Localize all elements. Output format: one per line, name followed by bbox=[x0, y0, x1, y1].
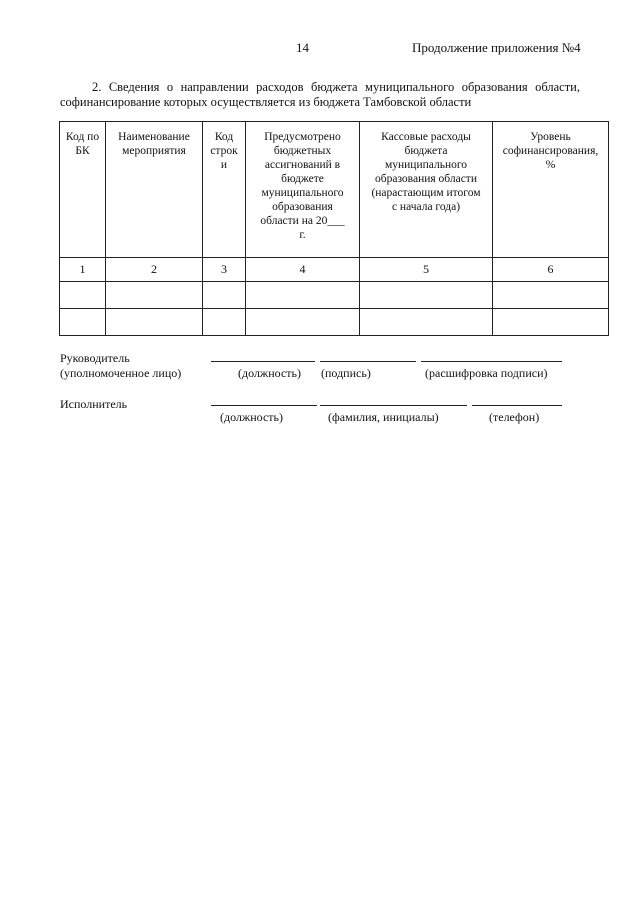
exec-position-line[interactable] bbox=[211, 405, 317, 406]
exec-phone-line[interactable] bbox=[472, 405, 562, 406]
column-number: 1 bbox=[60, 258, 106, 282]
table-cell[interactable] bbox=[106, 309, 203, 336]
head-position-line[interactable] bbox=[211, 361, 315, 362]
table-cell[interactable] bbox=[203, 282, 246, 309]
col-header-cash-expenses: Кассовые расходы бюджета муниципального образования области (нарастающим итогом с начала года) bbox=[360, 122, 493, 258]
col-header-bk-code: Код по БК bbox=[60, 122, 106, 258]
table-row bbox=[60, 282, 609, 309]
table-cell[interactable] bbox=[60, 309, 106, 336]
section-heading-line-2: софинансирование которых осуществляется из бюджета Тамбовской области bbox=[60, 95, 472, 109]
head-position-caption: (должность) bbox=[238, 366, 301, 380]
column-number: 2 bbox=[106, 258, 203, 282]
table-cell[interactable] bbox=[493, 309, 609, 336]
table-cell[interactable] bbox=[360, 282, 493, 309]
head-decoding-line[interactable] bbox=[421, 361, 562, 362]
table-cell[interactable] bbox=[246, 309, 360, 336]
exec-name-line[interactable] bbox=[320, 405, 467, 406]
page-number: 14 bbox=[296, 40, 309, 55]
table-cell[interactable] bbox=[60, 282, 106, 309]
column-number: 5 bbox=[360, 258, 493, 282]
head-decoding-caption: (расшифровка подписи) bbox=[425, 366, 548, 380]
col-header-line-code: Код строк и bbox=[203, 122, 246, 258]
col-header-activity-name: Наименование мероприятия bbox=[106, 122, 203, 258]
head-label: Руководитель bbox=[60, 351, 130, 365]
table-row bbox=[60, 309, 609, 336]
table-cell[interactable] bbox=[246, 282, 360, 309]
section-heading-line-1: 2. Сведения о направлении расходов бюджета муниципального образования области, bbox=[92, 80, 580, 94]
continuation-note: Продолжение приложения №4 bbox=[412, 40, 581, 55]
col-header-cofinancing-level: Уровень софинансирования, % bbox=[493, 122, 609, 258]
head-sublabel: (уполномоченное лицо) bbox=[60, 366, 182, 380]
head-signature-line[interactable] bbox=[320, 361, 416, 362]
exec-position-caption: (должность) bbox=[220, 410, 283, 424]
column-number-row bbox=[60, 258, 609, 282]
exec-phone-caption: (телефон) bbox=[489, 410, 540, 424]
table-cell[interactable] bbox=[106, 282, 203, 309]
expenses-table bbox=[59, 121, 609, 336]
table-cell[interactable] bbox=[203, 309, 246, 336]
table-cell[interactable] bbox=[360, 309, 493, 336]
table-header-row bbox=[60, 122, 609, 258]
executor-label: Исполнитель bbox=[60, 397, 128, 411]
exec-name-caption: (фамилия, инициалы) bbox=[328, 410, 439, 424]
column-number: 4 bbox=[246, 258, 360, 282]
head-signature-caption: (подпись) bbox=[321, 366, 371, 380]
column-number: 6 bbox=[493, 258, 609, 282]
column-number: 3 bbox=[203, 258, 246, 282]
table-cell[interactable] bbox=[493, 282, 609, 309]
section-heading bbox=[60, 80, 580, 110]
col-header-planned-allocations: Предусмотрено бюджетных ассигнований в бюджете муниципального образования области на 20___ г. bbox=[246, 122, 360, 258]
